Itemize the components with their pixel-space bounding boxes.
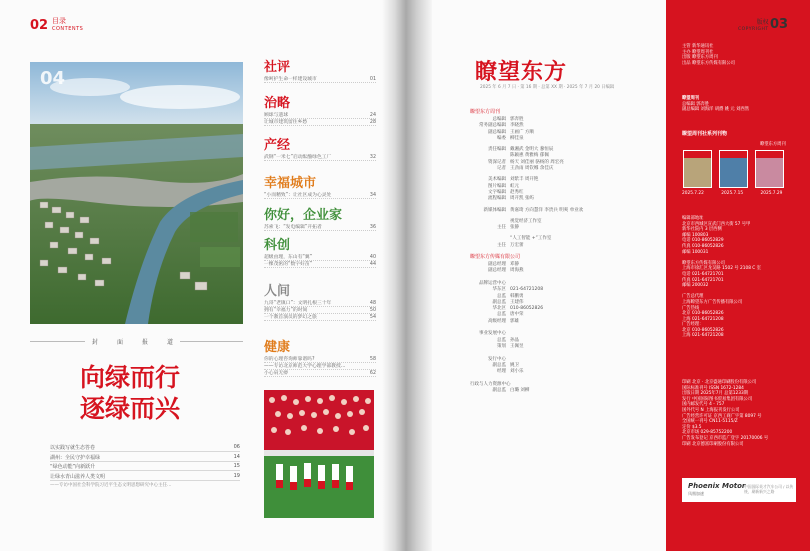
staff-names: 郭雄 — [510, 318, 519, 324]
staff-names: 刘小乐 — [510, 369, 524, 375]
hero-issue-mark: 04 — [40, 68, 66, 89]
registration-line: 广告经营许可证 京西工商广字第 8097 号 — [682, 413, 762, 419]
toc-section-title[interactable]: 科创 — [264, 238, 291, 253]
toc-section-title[interactable]: 治略 — [264, 96, 291, 111]
list-item[interactable] — [50, 463, 240, 471]
toc-item[interactable] — [264, 307, 376, 314]
toc-item-page: 50 — [369, 308, 376, 313]
staff-names: 郭奔胜 — [510, 117, 524, 122]
toc-item[interactable] — [264, 154, 376, 161]
toc-item[interactable] — [264, 119, 376, 126]
contact-line: 上海 021-64721208 — [682, 316, 724, 322]
staff-group-title: 瞭望东方传媒有限公司 — [470, 254, 521, 261]
toc-item[interactable] — [264, 254, 376, 261]
cover-dates — [682, 191, 797, 197]
toc-item-page: 48 — [369, 301, 376, 306]
list-item-page: 06 — [233, 444, 240, 450]
toc-item-text: 让城市建筑留住乡愁 — [264, 120, 308, 125]
toc-section — [264, 284, 376, 321]
toc-item[interactable] — [264, 300, 376, 307]
staff-names: 邓静 — [510, 262, 519, 268]
toc-section — [264, 96, 376, 126]
series-line: 副总编辑 刘海洋 胡爵 姚 元 刘西然 — [682, 107, 749, 113]
toc-section — [264, 208, 376, 231]
cover-thumbnail[interactable] — [755, 150, 784, 188]
staff-role: 总监 — [497, 337, 506, 343]
registration-line: 广告发布登记 京西市监广登字 20170006 号 — [682, 435, 769, 441]
toc-item-text: 你的心理咨询师靠谱吗? — [264, 357, 315, 362]
toc-item-text: 一棵茂密的“数字好苗” — [264, 262, 313, 267]
toc-section-title[interactable]: 人间 — [264, 284, 291, 299]
series-title: 瞭望周刊社系列刊物 — [682, 131, 728, 137]
toc-item[interactable] — [264, 363, 376, 370]
toc-item[interactable] — [264, 314, 376, 321]
tab-char: 报 — [142, 339, 149, 346]
staff-names: 王佩昱 — [510, 343, 524, 349]
staff-role: 图片编辑 — [488, 183, 506, 189]
registration-line: 国际标准刊号 ISSN 1672-1284 — [682, 385, 744, 391]
staff-names: 视觉经济工作室 — [510, 218, 542, 224]
crowd-photo — [264, 390, 374, 518]
staff-group-title: 瞭望东方周刊 — [470, 109, 501, 115]
staff-role: 高级经理 — [488, 318, 506, 324]
toc-item-text: “小而精致”：让社区成为心灵处 — [264, 193, 332, 198]
staff-role: 记者 — [497, 166, 506, 172]
staff-names: 姚卫 — [510, 362, 519, 368]
registration-line: 出版日期 2025年7月 总第1233期 — [682, 391, 749, 397]
staff-role: 经理 — [497, 369, 506, 375]
cover-story-title — [80, 362, 180, 424]
staff-names: 周开凯 张屿 — [510, 196, 534, 202]
toc-item[interactable] — [264, 76, 376, 83]
contents-en: CONTENTS — [52, 26, 84, 32]
staff-names: 唐中荣 — [510, 312, 524, 318]
staff-role: 主任 — [497, 225, 506, 231]
right-page-number: 03 — [770, 17, 789, 32]
contact-line: 北京市西城区宣武门西大街 57 号甲 — [682, 221, 751, 227]
staff-role: 总监 — [497, 293, 506, 299]
staff-names: 虹元 — [510, 183, 519, 189]
toc-item-page: 34 — [369, 193, 376, 198]
cover-masthead — [720, 151, 747, 158]
staff-names: 陈颖惠 黄雅梅 郁佩 — [510, 153, 549, 159]
toc-section — [264, 176, 376, 199]
staff-names: 赵秀红 — [510, 189, 524, 195]
cover-thumbnail[interactable] — [719, 150, 748, 188]
toc-item[interactable] — [264, 261, 376, 268]
crowd-illustration — [264, 390, 374, 518]
publisher-line: 出版 瞭望东方周刊 — [682, 55, 718, 61]
staff-role: 发行中心 — [488, 356, 506, 362]
title-line-2: 逐绿而兴 — [80, 394, 181, 423]
list-item-page: 19 — [233, 472, 240, 479]
publisher-block — [682, 44, 735, 66]
staff-names: 周海燕 — [510, 268, 524, 274]
series-line: 总编辑 郭奔胜 — [682, 101, 710, 107]
toc-section — [264, 60, 376, 83]
staff-names: 万宏蕾 — [510, 242, 524, 248]
registration-line: 印刷 北京德富印刷股份有限公司 — [682, 441, 744, 447]
ad-text: 中国国际英才汽车公司 / 以传统，刷新新兴之路 — [744, 484, 794, 494]
publisher-line: 出品 瞭望东方传媒有限公司 — [682, 60, 735, 66]
contact-line: 上海 021-64721208 — [682, 333, 724, 339]
registration-line: 发行 中国国际图书贸易集团有限公司 — [682, 396, 753, 402]
tab-char: 道 — [167, 339, 174, 346]
series-title-block — [682, 132, 727, 140]
staff-names: 021-64721208 — [510, 287, 544, 293]
registration-line: 国外代号 N 上海报刊发行公司 — [682, 407, 740, 413]
ad-brand: Phoenix Motor — [688, 482, 746, 490]
contact-line: 邮编 200032 — [682, 283, 709, 289]
series-block — [682, 96, 749, 113]
toc-section — [264, 238, 376, 268]
staff-role: 总编辑 — [492, 117, 506, 122]
toc-item-page: 01 — [369, 77, 376, 82]
toc-item[interactable] — [264, 224, 376, 231]
tab-divider — [30, 341, 85, 342]
staff-names: 孙晶 — [510, 337, 519, 343]
tab-char: 面 — [117, 339, 124, 346]
staff-role: 华东区 — [492, 287, 506, 293]
cover-note: ——专访中国社会科学院习近平生态文明思想研究中心主任… — [50, 483, 172, 488]
staff-names: 韩鹏勇 — [510, 293, 524, 299]
staff-role: 华北区 — [492, 306, 506, 312]
staff-role: 美术编辑 — [488, 177, 506, 183]
list-item-text: 让绿水青山滋养人类文明 — [50, 473, 106, 480]
contact-line: 广告热线 — [682, 305, 700, 311]
contact-line: 北京 010-86052826 — [682, 311, 724, 317]
staff-role: 主任 — [497, 242, 506, 248]
copyright-cn: 版权 — [756, 19, 769, 26]
publisher-line: 主办 瞭望周刊社 — [682, 49, 714, 55]
toc-item-text: 九哥“老镇口”：文明扎根三十年 — [264, 301, 332, 306]
covers-title — [760, 142, 786, 148]
staff-names: 李晓然 — [510, 123, 524, 129]
list-item-text: 以实践写就生态答卷 — [50, 445, 96, 451]
issue-line: 2025 年 6 月 7 日 · 第 16 期 · 总第 XX 期 · 2025 年 7 月 20 日编辑 — [480, 85, 615, 90]
toc-item-page: 32 — [369, 155, 376, 160]
toc-item-text: 小心肩无痹 — [264, 371, 288, 376]
toc-item-page: 24 — [369, 113, 376, 118]
staff-names: 王建伟 — [510, 299, 524, 305]
left-page-number: 02 — [30, 18, 49, 33]
series-line: 瞭望周刊 — [682, 96, 700, 101]
toc-item-text: 顾球与遗球 — [264, 113, 288, 118]
staff-names: 柳佳泉 — [510, 135, 524, 141]
toc-section-title[interactable]: 产经 — [264, 138, 291, 153]
hero-aerial-photo — [30, 62, 243, 324]
title-line-1: 向绿而行 — [80, 363, 181, 392]
contact-line: 广告总代理 — [682, 294, 704, 300]
contact-line: 邮编 100031 — [682, 249, 709, 255]
staff-line — [470, 387, 640, 393]
staff-names: 刘紫丰 周开艳 — [510, 177, 539, 183]
staff-names: 白璐 刘柳 — [510, 387, 530, 393]
staff-role: 行政与人力资源中心 — [470, 381, 511, 387]
staff-role: 副总监 — [492, 362, 506, 368]
ad-brand-cn: 凤凰加速 — [688, 491, 704, 496]
toc-item[interactable] — [264, 192, 376, 199]
toc-item-text: 苏索飞：“发电编辑”开拓者 — [264, 225, 322, 230]
toc-section — [264, 340, 376, 377]
book-gutter — [382, 0, 432, 551]
staff-role: 常务副总编辑 — [479, 123, 506, 129]
contact-line: 新华社院内 3 层西侧 — [682, 227, 722, 233]
toc-section-title[interactable]: 健康 — [264, 340, 291, 355]
toc-item-page: 58 — [369, 357, 376, 362]
toc-item[interactable] — [264, 356, 376, 363]
publisher-line: 主管 新华通讯社 — [682, 44, 714, 49]
cover-masthead — [684, 151, 711, 158]
toc-section-title[interactable]: 社评 — [264, 60, 291, 75]
staff-role: 总监 — [497, 312, 506, 318]
contact-line: 瞭望东方传媒有限公司 — [682, 260, 725, 266]
toc-section — [264, 138, 376, 161]
staff-names: “人工智能 +”工作室 — [510, 236, 552, 242]
cover-masthead — [756, 151, 783, 158]
toc-item[interactable] — [264, 112, 376, 119]
copyright-label — [738, 19, 769, 33]
toc-item-text: 拥有“幸福力”的时间 — [264, 308, 308, 313]
staff-role: 文字编辑 — [488, 189, 506, 195]
contents-cn: 目录 — [52, 17, 66, 25]
toc-item-text: ——专访北京师范大学心理学部教授… — [264, 364, 346, 369]
staff-role: 流程编辑 — [488, 196, 506, 202]
staff-role: 副总经理 — [488, 262, 506, 268]
list-item-page: 14 — [233, 453, 240, 460]
tab-divider — [180, 341, 243, 342]
contents-label — [52, 17, 83, 33]
copyright-en: COPYRIGHT — [738, 27, 769, 32]
registration-line: 北京市场 029-85752200 — [682, 430, 733, 436]
staff-names: 杨天 刘佳丽 骆杨的 周宏亮 — [510, 159, 564, 165]
toc-item[interactable] — [264, 370, 376, 377]
list-item-page: 15 — [233, 463, 240, 469]
contact-line: 邮编 100803 — [682, 232, 709, 238]
covers-title-text: 瞭望东方周刊 — [760, 142, 786, 147]
registration-line: 印刷 北京 · 北京盛通印刷股份有限公司 — [682, 380, 757, 385]
contact-line: 传真 010-86052826 — [682, 243, 724, 249]
list-item[interactable] — [50, 444, 240, 452]
staff-role: 策划 — [497, 343, 506, 349]
cover-date: 2025.7.22 — [682, 191, 704, 196]
magazine-logo: 瞭望东方 — [475, 59, 568, 85]
cover-story-tabs — [30, 337, 243, 347]
cover-story-list — [50, 444, 240, 488]
contact-line: 电话 010-86052829 — [682, 238, 724, 244]
staff-role: 编委 — [497, 135, 506, 141]
staff-role: 副总经理 — [488, 268, 506, 274]
registration-line: 国内邮发代号 4 - 757 — [682, 402, 725, 408]
list-item-text: “绿色动能”向新跃升 — [50, 464, 96, 470]
magazine-covers — [683, 150, 793, 190]
registration-line: 定价 $3.5 — [682, 424, 702, 430]
contact-block — [682, 216, 761, 339]
staff-role: 副总监 — [492, 387, 506, 393]
toc-item-page: 36 — [369, 225, 376, 230]
staff-names: 010-86052826 — [510, 306, 544, 312]
aerial-landscape-illustration — [30, 62, 243, 324]
cover-date: 2025.7.29 — [760, 191, 783, 196]
list-item-text: 湖州：全民守护幸福绿 — [50, 454, 101, 461]
tab-char: 封 — [92, 339, 99, 346]
toc-item-page: 54 — [369, 315, 376, 320]
staff-role: 品牌运营中心 — [479, 280, 506, 286]
list-item[interactable] — [50, 473, 240, 481]
staff-names: 戴湘武 金明大 蓼恒辰 — [510, 147, 554, 153]
contact-line: 上海瞭望东方广告传播有限公司 — [682, 299, 743, 305]
contact-line: 广告经理： — [682, 322, 704, 328]
toc-item-page: 28 — [369, 120, 376, 125]
staff-names: 王画广 方顺 — [510, 129, 534, 135]
staff-names: 黄嘉琦 方向慧洋 李贵兵 明爽 单业欢 — [510, 207, 584, 213]
contact-line: 编辑部地址 — [682, 216, 704, 221]
toc-item-page: 44 — [369, 262, 376, 267]
staff-role: 新媒体编辑 — [483, 207, 506, 213]
toc-item-page: 40 — [369, 255, 376, 260]
staff-role: 事业发展中心 — [479, 331, 506, 337]
cover-date: 2025.7.15 — [721, 191, 744, 196]
toc-item-page: 62 — [369, 371, 376, 376]
list-item[interactable] — [50, 454, 240, 462]
staff-role: 资深记者 — [488, 159, 506, 165]
cover-thumbnail[interactable] — [683, 150, 712, 188]
contact-line: 北京 010-86052826 — [682, 327, 724, 333]
toc-item-text: 武钢“一米七”启动酝酿绿色工厂 — [264, 155, 332, 160]
staff-names: 王劲雨 周钦娜 余佳庆 — [510, 166, 554, 172]
contact-line: 电话 021-64721701 — [682, 271, 724, 277]
contact-line: 传真 021-64721701 — [682, 277, 724, 283]
toc-section-title[interactable]: 幸福城市 — [264, 176, 317, 191]
staff-role: 责任编辑 — [488, 147, 506, 153]
staff-list — [470, 108, 640, 393]
advertisement[interactable] — [682, 478, 796, 502]
registration-block — [682, 380, 768, 447]
staff-names: 张静 — [510, 225, 519, 231]
registration-line: 全国统一刊号 CN11-5115/Z — [682, 419, 738, 425]
toc-item-text: 超级由理，东山有“翼” — [264, 255, 313, 260]
toc-item-text: 像呵护生命一样建设城市 — [264, 77, 317, 82]
toc-item-text: 一个教首演员的梦幻之旅 — [264, 315, 317, 320]
contact-line: 上海市徐汇区龙吴路 1502 号 2108 C 室 — [682, 266, 761, 272]
toc-section-title[interactable]: 你好，企业家 — [264, 208, 343, 223]
staff-role: 副总监 — [492, 299, 506, 305]
staff-role: 副总编辑 — [488, 129, 506, 135]
